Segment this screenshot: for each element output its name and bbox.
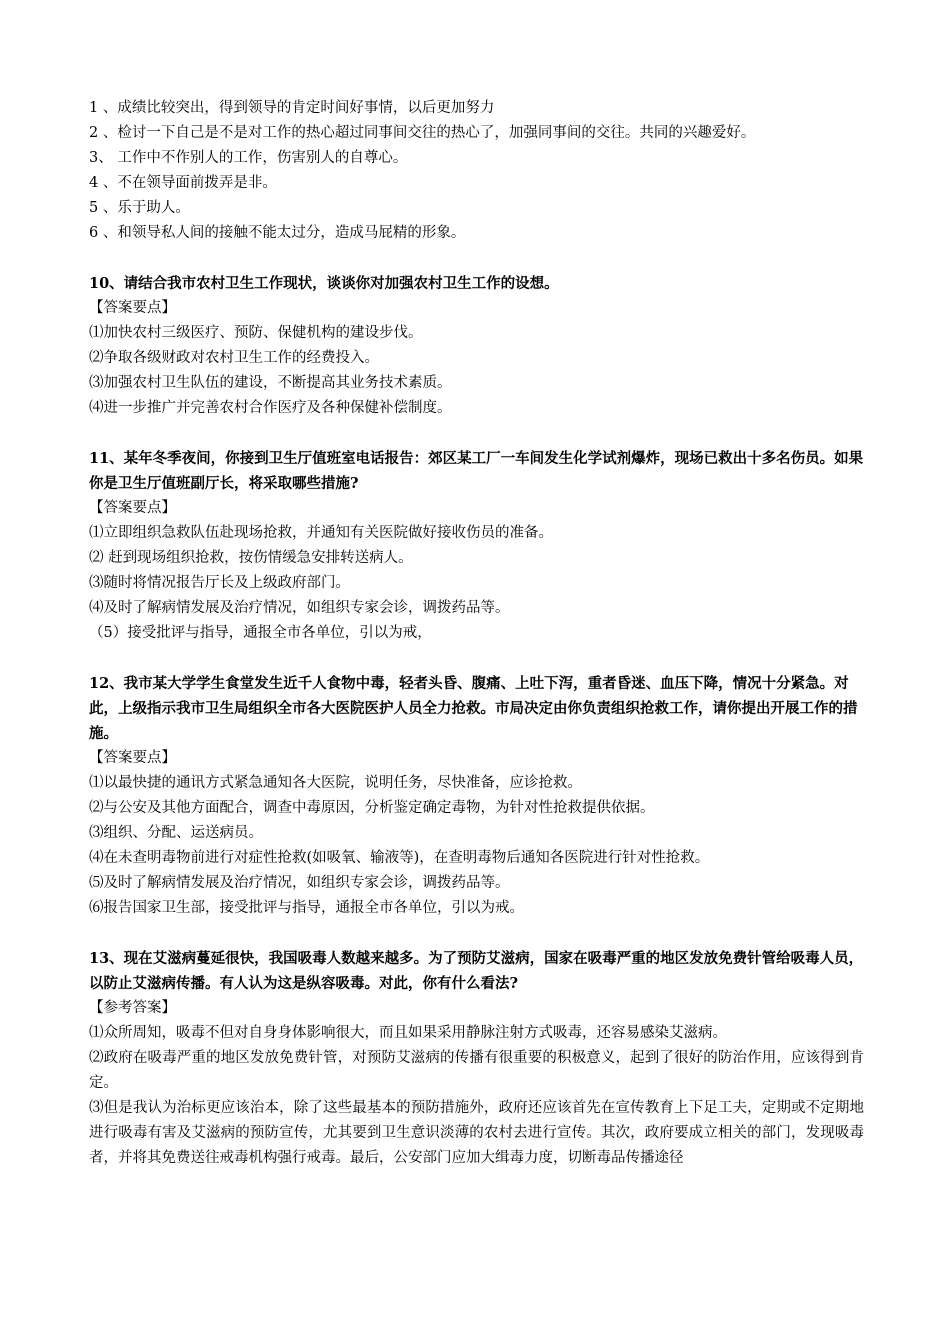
answer-point: ⑶随时将情况报告厅长及上级政府部门。 [89,575,350,591]
answer-point: ⑹报告国家卫生部，接受批评与指导，通报全市各单位，引以为戒。 [89,900,524,916]
answer-point: ⑵与公安及其他方面配合，调查中毒原因，分析鉴定确定毒物，为针对性抢救提供依据。 [89,800,655,816]
spacer [89,421,864,446]
answer-point: ⑷在未查明毒物前进行对症性抢救(如吸氧、输液等)，在查明毒物后通知各医院进行针对性抢救。 [89,850,710,866]
question-12 [89,671,864,921]
answer-label: 【答案要点】 [89,300,176,316]
answer-point: ⑷进一步推广并完善农村合作医疗及各种保健补偿制度。 [89,400,452,416]
list-item: 6 、和领导私人间的接触不能太过分，造成马屁精的形象。 [89,225,466,241]
question-10 [89,271,864,421]
intro-list [89,96,864,246]
question-title: 10、请结合我市农村卫生工作现状，谈谈你对加强农村卫生工作的设想。 [89,275,559,292]
answer-point: ⑵争取各级财政对农村卫生工作的经费投入。 [89,350,379,366]
list-item: 1 、成绩比较突出，得到领导的肯定时间好事情，以后更加努力 [89,100,495,116]
answer-point: ⑴加快农村三级医疗、预防、保健机构的建设步伐。 [89,325,423,341]
answer-label: 【答案要点】 [89,750,176,766]
answer-point: ⑶组织、分配、运送病员。 [89,825,263,841]
spacer [89,646,864,671]
spacer [89,921,864,946]
spacer [89,246,864,271]
answer-point: ⑷及时了解病情发展及治疗情况，如组织专家会诊，调拨药品等。 [89,600,510,616]
answer-point: ⑵政府在吸毒严重的地区发放免费针管，对预防艾滋病的传播有很重要的积极意义，起到了很好的防治作用，应该得到肯定。 [89,1050,864,1091]
answer-label: 【答案要点】 [89,500,176,516]
answer-point: ⑶但是我认为治标更应该治本，除了这些最基本的预防措施外，政府还应该首先在宣传教育上下足工夫，定期或不定期地进行吸毒有害及艾滋病的预防宣传，尤其要到卫生意识淡薄的农村去进行宣传。其次，政府要成立相关的部门，发现吸毒者，并将其免费送往戒毒机构强行戒毒。最后，公安部门应加大缉毒力度，切断毒品传播途径 [89,1100,864,1166]
answer-label: 【参考答案】 [89,1000,176,1016]
question-title: 13、现在艾滋病蔓延很快，我国吸毒人数越来越多。为了预防艾滋病，国家在吸毒严重的地区发放免费针管给吸毒人员，以防止艾滋病传播。有人认为这是纵容吸毒。对此，你有什么看法? [89,950,864,992]
question-title: 11、某年冬季夜间，你接到卫生厅值班室电话报告：郊区某工厂一车间发生化学试剂爆炸，现场已救出十多名伤员。如果你是卫生厅值班副厅长，将采取哪些措施? [89,450,864,492]
list-item: 4 、不在领导面前拨弄是非。 [89,175,277,191]
answer-point: ⑸及时了解病情发展及治疗情况，如组织专家会诊，调拨药品等。 [89,875,510,891]
question-title: 12、我市某大学学生食堂发生近千人食物中毒，轻者头昏、腹痛、上吐下泻，重者昏迷、血压下降，情况十分紧急。对此，上级指示我市卫生局组织全市各大医院医护人员全力抢救。市局决定由你负责组织抢救工作，请你提出开展工作的措施。 [89,675,858,742]
question-13 [89,946,864,1171]
answer-point: （5）接受批评与指导，通报全市各单位，引以为戒， [89,625,432,641]
list-item: 2 、检讨一下自己是不是对工作的热心超过同事间交往的热心了，加强同事间的交往。共同的兴趣爱好。 [89,125,756,141]
answer-point: ⑴以最快捷的通讯方式紧急通知各大医院，说明任务，尽快准备，应诊抢救。 [89,775,582,791]
list-item: 3、 工作中不作别人的工作，伤害别人的自尊心。 [89,150,408,166]
question-11 [89,446,864,646]
document-page [89,96,864,1171]
answer-point: ⑴众所周知，吸毒不但对自身身体影响很大，而且如果采用静脉注射方式吸毒，还容易感染艾滋病。 [89,1025,727,1041]
answer-point: ⑶加强农村卫生队伍的建设，不断提高其业务技术素质。 [89,375,452,391]
list-item: 5 、乐于助人。 [89,200,190,216]
answer-point: ⑵ 赶到现场组织抢救，按伤情缓急安排转送病人。 [89,550,413,566]
answer-point: ⑴立即组织急救队伍赴现场抢救，并通知有关医院做好接收伤员的准备。 [89,525,553,541]
